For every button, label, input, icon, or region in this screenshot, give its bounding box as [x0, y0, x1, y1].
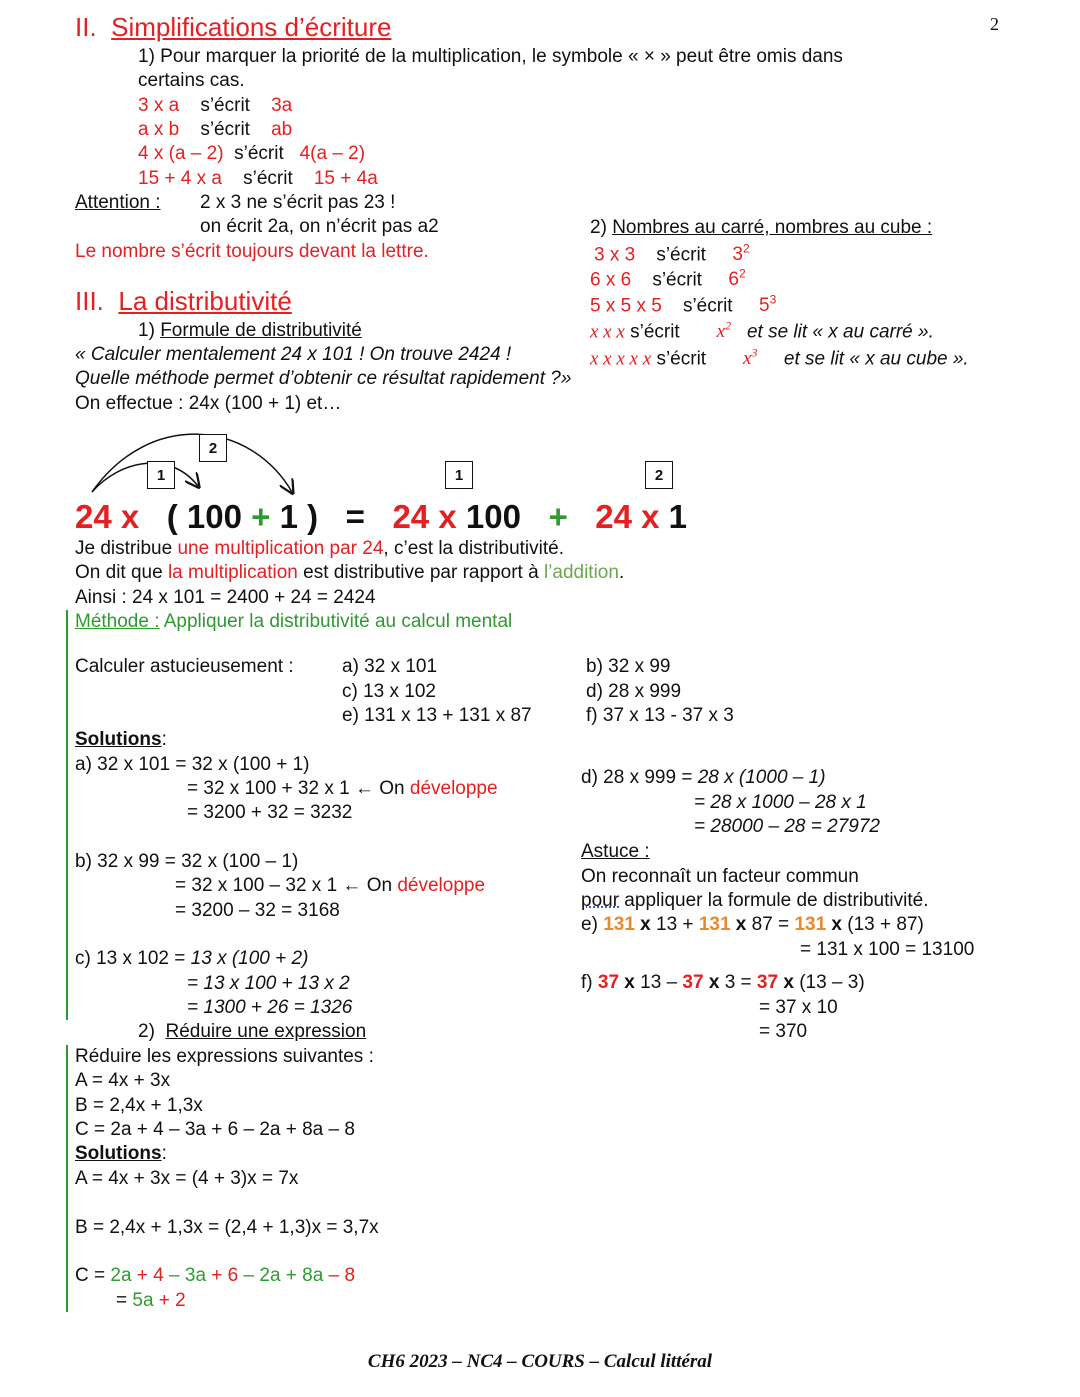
quote-line2: Quelle méthode permet d’obtenir ce résultat rapidement ?»: [75, 368, 572, 389]
exercise-item: f) 37 x 13 - 37 x 3: [586, 705, 734, 726]
solution-d-line2: = 28 x 1000 – 28 x 1: [694, 792, 867, 813]
section-iii-number: III.: [75, 286, 104, 316]
arrow-2: [92, 434, 292, 492]
solution-b-line3: = 3200 – 32 = 3168: [175, 900, 340, 921]
solution-c-line2: = 13 x 100 + 13 x 2: [187, 973, 350, 994]
step-box-2: 2: [199, 434, 227, 462]
rule-intro-line1: 1) Pour marquer la priorité de la multiplication, le symbole « × » peut être omis dans: [138, 46, 843, 67]
astuce-label: Astuce :: [581, 841, 650, 862]
solution-expression-a: A = 4x + 3x = (4 + 3)x = 7x: [75, 1168, 299, 1189]
exercise-item: c) 13 x 102: [342, 681, 436, 702]
solution-e-line1: e) 131 x 13 + 131 x 87 = 131 x (13 + 87): [581, 914, 924, 935]
solution-a-line2: = 32 x 100 + 32 x 1 ← On développe: [187, 778, 498, 799]
method-margin-line: [66, 610, 68, 1020]
rule-intro-line2: certains cas.: [138, 70, 245, 91]
attention-line1: 2 x 3 ne s’écrit pas 23 !: [200, 192, 396, 213]
section-iii-title: [75, 286, 292, 317]
solution-expression-c-line1: C = 2a + 4 – 3a + 6 – 2a + 8a – 8: [75, 1265, 356, 1286]
step-box-1: 1: [147, 461, 175, 489]
solution-f-line2: = 37 x 10: [759, 997, 838, 1018]
exercise-item: a) 32 x 101: [342, 656, 438, 677]
distributivity-formula: 24 x ( 100 + 1 ) = 24 x 100 + 24 x 1: [75, 498, 687, 535]
step-box-1: 1: [445, 461, 473, 489]
reduce-margin-line: [66, 1045, 68, 1312]
solution-e-line2: = 131 x 100 = 13100: [800, 939, 975, 960]
example-row: 15 + 4 x a s’écrit 15 + 4a: [138, 168, 378, 189]
solution-a-line3: = 3200 + 32 = 3232: [187, 802, 353, 823]
solution-c-line1: c) 13 x 102 = 13 x (100 + 2): [75, 948, 309, 969]
example-row: 3 x a s’écrit 3a: [138, 95, 293, 116]
solution-d-line3: = 28000 – 28 = 27972: [694, 816, 880, 837]
solution-f-line1: f) 37 x 13 – 37 x 3 = 37 x (13 – 3): [581, 972, 865, 993]
power-row: 3 x 3 s’écrit $3^2$: [594, 242, 750, 266]
solution-b-line2: = 32 x 100 – 32 x 1 ← On développe: [175, 875, 486, 896]
solution-expression-c-line2: = 5a + 2: [116, 1290, 186, 1311]
solution-c-line3: = 1300 + 26 = 1326: [187, 997, 353, 1018]
power-row: 6 x 6 s’écrit $6^2$: [590, 267, 746, 291]
expression-a: A = 4x + 3x: [75, 1070, 171, 1091]
solutions-label: Solutions:: [75, 729, 167, 750]
powers-title: 2) Nombres au carré, nombres au cube :: [590, 217, 933, 238]
power-row: 5 x 5 x 5 s’écrit $5^3$: [590, 293, 777, 317]
solution-expression-b: B = 2,4x + 1,3x = (2,4 + 1,3)x = 3,7x: [75, 1217, 379, 1238]
exercise-item: b) 32 x 99: [586, 656, 671, 677]
section-ii-title: [75, 12, 391, 43]
section-ii-number: II.: [75, 12, 97, 42]
exercise-prompt: Calculer astucieusement :: [75, 656, 294, 677]
subsection-distributivity-formula: 1) Formule de distributivité: [138, 320, 362, 341]
astuce-line2: pour appliquer la formule de distributivité.: [581, 890, 929, 911]
solution-f-line3: = 370: [759, 1021, 808, 1042]
example-row: a x b s’écrit ab: [138, 119, 293, 140]
exercise-item: d) 28 x 999: [586, 681, 682, 702]
subsection-reduce: 2) Réduire une expression: [138, 1021, 367, 1042]
rule-note: Le nombre s’écrit toujours devant la lettre.: [75, 241, 429, 262]
attention-line2: on écrit 2a, on n’écrit pas a2: [200, 216, 439, 237]
section-ii-heading: Simplifications d’écriture: [111, 12, 392, 42]
expression-b: B = 2,4x + 1,3x: [75, 1095, 203, 1116]
power-row-x-square: x x x s’écrit $x^2$ et se lit « x au carré ».: [590, 319, 934, 343]
reduce-intro: Réduire les expressions suivantes :: [75, 1046, 374, 1067]
expression-c: C = 2a + 4 – 3a + 6 – 2a + 8a – 8: [75, 1119, 355, 1140]
page-number: 2: [990, 14, 999, 34]
distribution-explanation-1: Je distribue une multiplication par 24, c’est la distributivité.: [75, 538, 564, 559]
example-row: 4 x (a – 2) s’écrit 4(a – 2): [138, 143, 366, 164]
section-iii-heading: La distributivité: [118, 286, 292, 316]
arrow-1: [92, 463, 198, 492]
distribution-arrows: [80, 420, 400, 500]
distribution-explanation-2: On dit que la multiplication est distributive par rapport à l’addition.: [75, 562, 625, 583]
solution-d-line1: d) 28 x 999 = 28 x (1000 – 1): [581, 767, 826, 788]
ainsi-line: Ainsi : 24 x 101 = 2400 + 24 = 2424: [75, 587, 376, 608]
step-box-2: 2: [645, 461, 673, 489]
astuce-line1: On reconnaît un facteur commun: [581, 866, 859, 887]
reduce-solutions-label: Solutions:: [75, 1143, 167, 1164]
solution-a-line1: a) 32 x 101 = 32 x (100 + 1): [75, 754, 310, 775]
solution-b-line1: b) 32 x 99 = 32 x (100 – 1): [75, 851, 299, 872]
methode-line: Méthode : Appliquer la distributivité au calcul mental: [75, 611, 513, 632]
exercise-item: e) 131 x 13 + 131 x 87: [342, 705, 532, 726]
page-footer: CH6 2023 – NC4 – COURS – Calcul littéral: [367, 1351, 713, 1372]
power-row-x-cube: x x x x x s’écrit $x^3$ et se lit « x au cube ».: [590, 346, 969, 370]
quote-line1: « Calculer mentalement 24 x 101 ! On trouve 2424 !: [75, 344, 512, 365]
attention-label: Attention :: [75, 192, 161, 213]
on-effectue: On effectue : 24x (100 + 1) et…: [75, 393, 342, 414]
